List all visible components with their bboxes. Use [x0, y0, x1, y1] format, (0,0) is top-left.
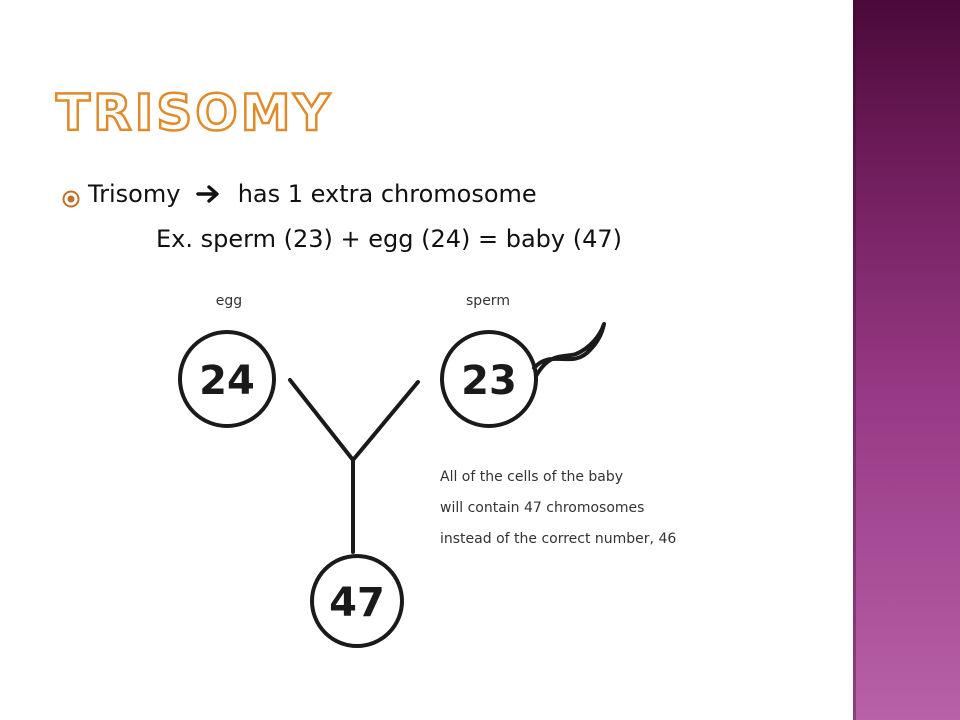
- sidebar-edge: [853, 0, 856, 720]
- egg-value: 24: [199, 358, 255, 404]
- sperm-tail: [534, 324, 604, 376]
- connector-lines: [290, 380, 418, 552]
- sperm-value: 23: [461, 358, 517, 404]
- sperm-label: sperm: [466, 293, 510, 309]
- target-bullet-icon: [62, 190, 80, 208]
- note-line-3: instead of the correct number, 46: [440, 531, 677, 547]
- example-line: Ex. sperm (23) + egg (24) = baby (47): [156, 225, 622, 253]
- slide-title: TRISOMY: [56, 84, 333, 142]
- note-line-1: All of the cells of the baby: [440, 469, 624, 485]
- bullet-description: has 1 extra chromosome: [237, 180, 537, 208]
- bullet-label: Trisomy: [88, 180, 181, 208]
- baby-value: 47: [329, 580, 385, 626]
- decorative-sidebar: [853, 0, 960, 720]
- egg-label: egg: [215, 293, 243, 309]
- arrow-right-icon: [194, 184, 224, 204]
- trisomy-diagram: [160, 280, 720, 660]
- note-line-2: will contain 47 chromosomes: [440, 500, 645, 516]
- bullet-line: [88, 180, 537, 208]
